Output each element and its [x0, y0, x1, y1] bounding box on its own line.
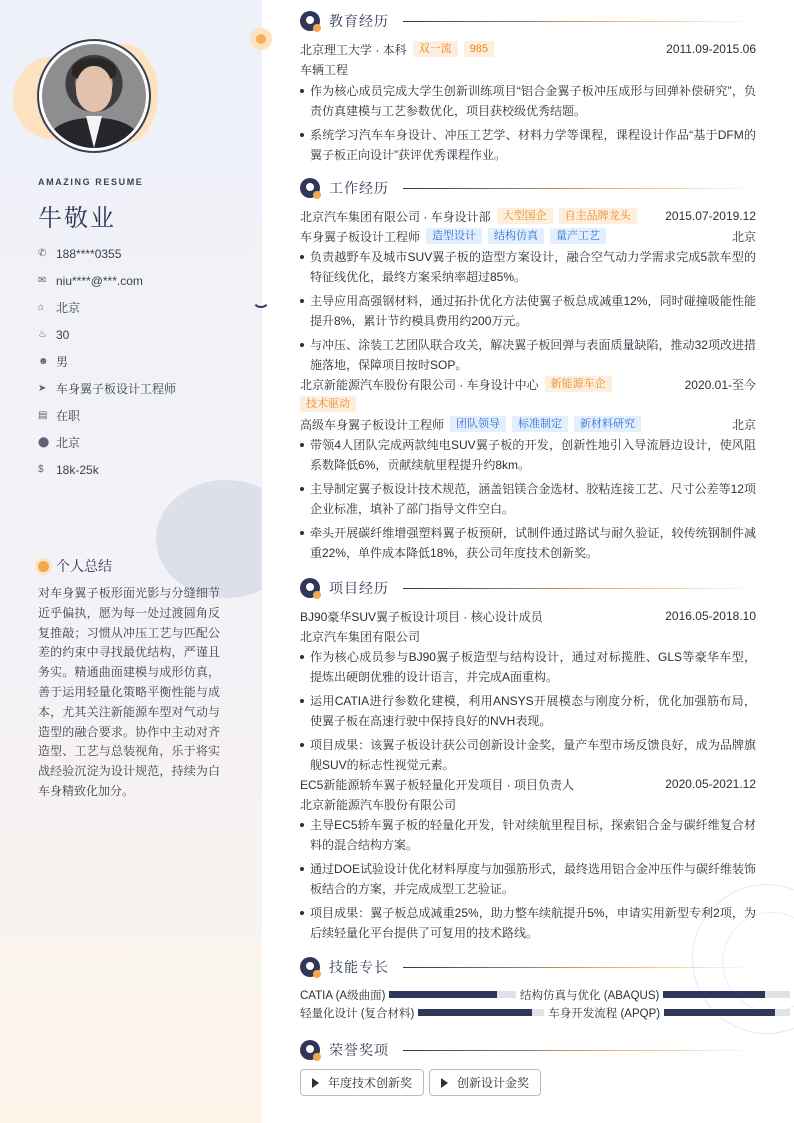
education-heading — [300, 11, 756, 31]
skill-name: CATIA (A级曲面) — [300, 989, 386, 1002]
project-bullets — [300, 647, 756, 775]
job-position: 车身翼子板设计工程师 — [300, 229, 421, 244]
section-icon — [300, 957, 320, 977]
contact-item — [38, 348, 176, 375]
bullet-item: 系统学习汽车车身设计、冲压工艺学、材料力学等课程，课程设计作品“基于DFM的翼子板正向设计”获评优秀课程作业。 — [300, 125, 756, 165]
awards-list — [300, 1069, 546, 1096]
contact-text: 北京 — [56, 436, 81, 450]
job-entry — [300, 206, 756, 379]
job-position-row — [300, 226, 756, 246]
skill-name: 车身开发流程 (APQP) — [548, 1007, 661, 1020]
section-title: 荣誉奖项 — [329, 1042, 389, 1058]
job-position-wrap — [300, 416, 641, 433]
tag: 造型设计 — [426, 228, 482, 244]
project-date: 2016.05-2018.10 — [665, 609, 756, 623]
education-bullets — [300, 81, 756, 165]
tag: 新能源车企 — [545, 376, 612, 392]
award-label: 年度技术创新奖 — [328, 1076, 413, 1090]
skill-bar — [389, 991, 516, 998]
award-button[interactable] — [429, 1069, 541, 1096]
job-position: 高级车身翼子板设计工程师 — [300, 417, 445, 432]
skill-name: 轻量化设计 (复合材料) — [300, 1007, 415, 1020]
tag: 量产工艺 — [550, 228, 606, 244]
bullet-item: 作为核心成员完成大学生创新训练项目“铝合金翼子板冲压成形与回弹补偿研究”，负责仿真建模与工艺参数优化，项目获校级优秀结题。 — [300, 81, 756, 121]
dot-icon — [38, 561, 49, 572]
bullet-item: 带领4人团队完成两款纯电SUV翼子板的开发，创新性地引入导流唇边设计，使风阻系数降低6%，贡献续航里程提升约8km。 — [300, 435, 756, 475]
skill-bar — [663, 991, 790, 998]
section-icon — [300, 178, 320, 198]
contact-item — [38, 429, 176, 456]
play-icon — [441, 1078, 448, 1088]
avatar — [42, 44, 146, 148]
section-title: 项目经历 — [329, 580, 389, 596]
project-org: 北京新能源汽车股份有限公司 — [300, 797, 457, 812]
contact-text: 在职 — [56, 409, 81, 423]
section-icon — [300, 1040, 320, 1060]
project-date: 2020.05-2021.12 — [665, 777, 756, 791]
major: 车辆工程 — [300, 62, 349, 77]
resume-label: AMAZING RESUME — [38, 177, 144, 187]
contact-text: 北京 — [56, 301, 81, 315]
cake-icon: ♨ — [38, 329, 47, 340]
phone-icon: ✆ — [38, 248, 47, 259]
company-tags — [491, 208, 637, 224]
education-date: 2011.09-2015.06 — [666, 42, 756, 56]
bullet-item: 主导EC5轿车翼子板的轻量化开发，针对续航里程目标，探索铝合金与碳纤维复合材料的混合结构方案。 — [300, 815, 756, 855]
contact-item — [38, 240, 176, 267]
tag: 自主品牌龙头 — [559, 208, 637, 224]
skill-name: 结构仿真与优化 (ABAQUS) — [520, 989, 660, 1002]
summary-title: 个人总结 — [56, 558, 112, 574]
skill-bar — [664, 1009, 790, 1016]
job-position-row — [300, 414, 756, 434]
work-heading — [300, 178, 756, 198]
job-company-wrap — [300, 208, 637, 225]
project-header — [300, 774, 756, 794]
bullet-item: 项目成果：翼子板总成减重25%，助力整车续航提升5%，申请实用新型专利2项，为后续轻量化平台提供了可复用的技术路线。 — [300, 903, 756, 943]
briefcase-icon: ▤ — [38, 410, 48, 421]
job-bullets — [300, 435, 756, 563]
contact-item — [38, 375, 176, 402]
skill-level-fill — [663, 991, 764, 998]
job-date: 2015.07-2019.12 — [665, 209, 756, 223]
mail-icon: ✉ — [38, 275, 47, 286]
summary-heading — [38, 556, 112, 576]
contact-list — [38, 240, 176, 483]
bullet-item: 负责越野车及城市SUV翼子板的造型方案设计，融合空气动力学需求完成5款车型的特征线优化，最终方案采纳率超过85%。 — [300, 247, 756, 287]
contact-text: 男 — [56, 355, 69, 369]
contact-item — [38, 402, 176, 429]
awards-heading — [300, 1040, 756, 1060]
tag: 技术驱动 — [300, 396, 356, 412]
section-title: 教育经历 — [329, 13, 389, 29]
job-entry — [300, 374, 756, 567]
skill-row — [300, 986, 794, 1003]
company-name: 北京新能源汽车股份有限公司 · 车身设计中心 — [300, 377, 539, 392]
projects-heading — [300, 578, 756, 598]
job-extra-tags — [300, 394, 756, 414]
project-entry — [300, 774, 756, 947]
contact-item — [38, 456, 176, 483]
skills-list — [300, 986, 794, 1022]
bullet-item: 通过DOE试验设计优化材料厚度与加强筋形式，最终选用铝合金冲压件与碳纤维装饰板结合的方案，并完成成型工艺验证。 — [300, 859, 756, 899]
contact-item — [38, 267, 176, 294]
company-name: 北京汽车集团有限公司 · 车身设计部 — [300, 209, 491, 224]
job-position-wrap — [300, 228, 606, 245]
school-name: 北京理工大学 · 本科 — [300, 42, 407, 57]
tag: 大型国企 — [497, 208, 553, 224]
tag: 结构仿真 — [488, 228, 544, 244]
bullet-item: 项目成果：该翼子板设计获公司创新设计金奖，量产车型市场反馈良好，成为品牌旗舰SUV的标志性视觉元素。 — [300, 735, 756, 775]
bullet-item: 牵头开展碳纤维增强塑料翼子板预研，试制件通过路试与耐久验证，较传统钢制件减重22%，单件成本降低18%，获公司年度技术创新奖。 — [300, 523, 756, 563]
section-title: 工作经历 — [329, 180, 389, 196]
job-bullets — [300, 247, 756, 375]
job-city: 北京 — [731, 417, 756, 432]
project-name: EC5新能源轿车翼子板轻量化开发项目 · 项目负责人 — [300, 777, 575, 792]
contact-item — [38, 294, 176, 321]
send-icon: ➤ — [38, 383, 47, 394]
job-city: 北京 — [731, 229, 756, 244]
section-icon — [300, 578, 320, 598]
bullet-item: 运用CATIA进行参数化建模，利用ANSYS开展模态与刚度分析，优化加强筋布局，使翼子板在高速行驶中保持良好的NVH表现。 — [300, 691, 756, 731]
tag: 标准制定 — [512, 416, 568, 432]
bullet-item: 作为核心成员参与BJ90翼子板造型与结构设计，通过对标揽胜、GLS等豪华车型，提炼出硬朗优雅的设计语言，并完成A面重构。 — [300, 647, 756, 687]
skill-level-fill — [418, 1009, 531, 1016]
bullet-item: 与冲压、涂装工艺团队联合攻关，解决翼子板回弹与表面质量缺陷，推动32项改进措施落地，保障项目按时SOP。 — [300, 335, 756, 375]
skill-bar — [418, 1009, 544, 1016]
tag: 985 — [464, 41, 494, 57]
gender-icon: ☻ — [38, 356, 49, 367]
section-title: 技能专长 — [329, 959, 389, 975]
job-header — [300, 206, 756, 226]
contact-item — [38, 321, 176, 348]
education-block — [300, 39, 756, 169]
tag: 双一流 — [413, 41, 458, 57]
salary-icon: $ — [38, 464, 44, 475]
play-icon — [312, 1078, 319, 1088]
job-header — [300, 374, 756, 394]
decor-arc — [252, 290, 270, 308]
contact-text: 车身翼子板设计工程师 — [56, 382, 177, 396]
skill-level-fill — [664, 1009, 775, 1016]
contact-text: 30 — [56, 327, 70, 342]
bullet-item: 主导应用高强钢材料，通过拓扑优化方法使翼子板总成减重12%，同时碰撞吸能性能提升8%，累计节约模具费用约200万元。 — [300, 291, 756, 331]
award-label: 创新设计金奖 — [457, 1076, 530, 1090]
award-button[interactable] — [300, 1069, 424, 1096]
skills-heading — [300, 957, 756, 977]
contact-text: 18k-25k — [56, 462, 99, 477]
candidate-name: 牛敬业 — [38, 205, 116, 232]
project-entry — [300, 606, 756, 779]
project-org: 北京汽车集团有限公司 — [300, 629, 421, 644]
section-icon — [300, 11, 320, 31]
sidebar — [0, 0, 262, 1123]
summary-text: 对车身翼子板形面光影与分缝细节近乎偏执，愿为每一处过渡圆角反复推敲；习惯从冲压工艺与匹配公差的约束中寻找最优结构，严谨且务实。精通曲面建模与成形仿真，善于运用轻量化策略平衡性能与成本，尤其关注新能源车型对气动与造型的融合要求。协作中主动对齐造型、工艺与总装视角，乐于将实战经验沉淀为设计规范，持续为白车身精致化加分。 — [38, 586, 220, 798]
bullet-item: 主导制定翼子板设计技术规范，涵盖铝镁合金选材、胶粘连接工艺、尺寸公差等12项企业标准，填补了部门指导文件空白。 — [300, 479, 756, 519]
location-pin-icon: ⬤ — [38, 437, 50, 448]
skill-level-fill — [389, 991, 497, 998]
job-company-wrap — [300, 376, 612, 393]
decor-dot — [250, 28, 272, 50]
tag: 新材料研究 — [574, 416, 641, 432]
project-header — [300, 606, 756, 626]
home-icon: ⌂ — [38, 302, 45, 313]
contact-text: 188****0355 — [56, 246, 122, 261]
project-name: BJ90豪华SUV翼子板设计项目 · 核心设计成员 — [300, 609, 543, 624]
avatar-frame — [37, 39, 151, 153]
job-date: 2020.01-至今 — [684, 377, 756, 392]
project-bullets — [300, 815, 756, 943]
skill-row — [300, 1004, 794, 1021]
contact-text: niu****@***.com — [56, 273, 143, 288]
tag: 团队领导 — [450, 416, 506, 432]
decor-blob — [156, 480, 262, 598]
